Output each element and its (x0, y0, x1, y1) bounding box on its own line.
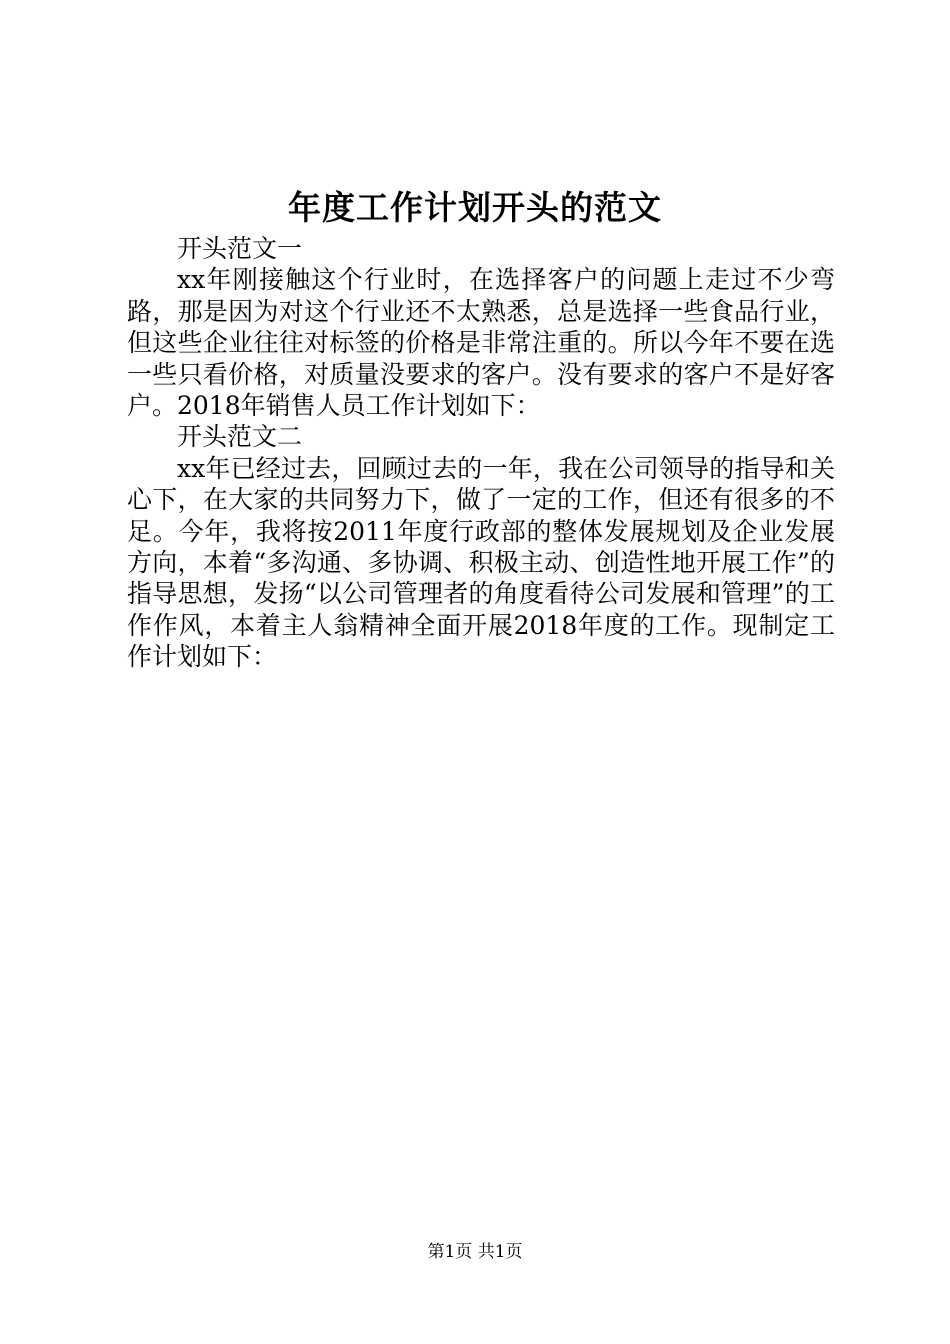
paragraph-2: xx年已经过去，回顾过去的一年，我在公司领导的指导和关心下，在大家的共同努力下，做了一定的工作，但还有很多的不足。今年，我将按2011年度行政部的整体发展规划及企业发展方向，本着“多沟通、多协调、积极主动、创造性地开展工作”的指导思想，发扬“以公司管理者的角度看待公司发展和管理”的工作作风，本着主人翁精神全面开展2018年度的工作。现制定工作计划如下： (127, 453, 835, 672)
page-number-footer: 第1页 共1页 (427, 1242, 523, 1262)
paragraph-1: xx年刚接触这个行业时，在选择客户的问题上走过不少弯路，那是因为对这个行业还不太熟悉，总是选择一些食品行业，但这些企业往往对标签的价格是非常注重的。所以今年不要在选一些只看价格，对质量没要求的客户。没有要求的客户不是好客户。2018年销售人员工作计划如下： (127, 265, 835, 421)
document-body (127, 233, 835, 673)
section-heading-1: 开头范文一 (177, 234, 303, 263)
document-title: 年度工作计划开头的范文 (288, 188, 662, 227)
section-heading-2: 开头范文二 (177, 422, 303, 452)
